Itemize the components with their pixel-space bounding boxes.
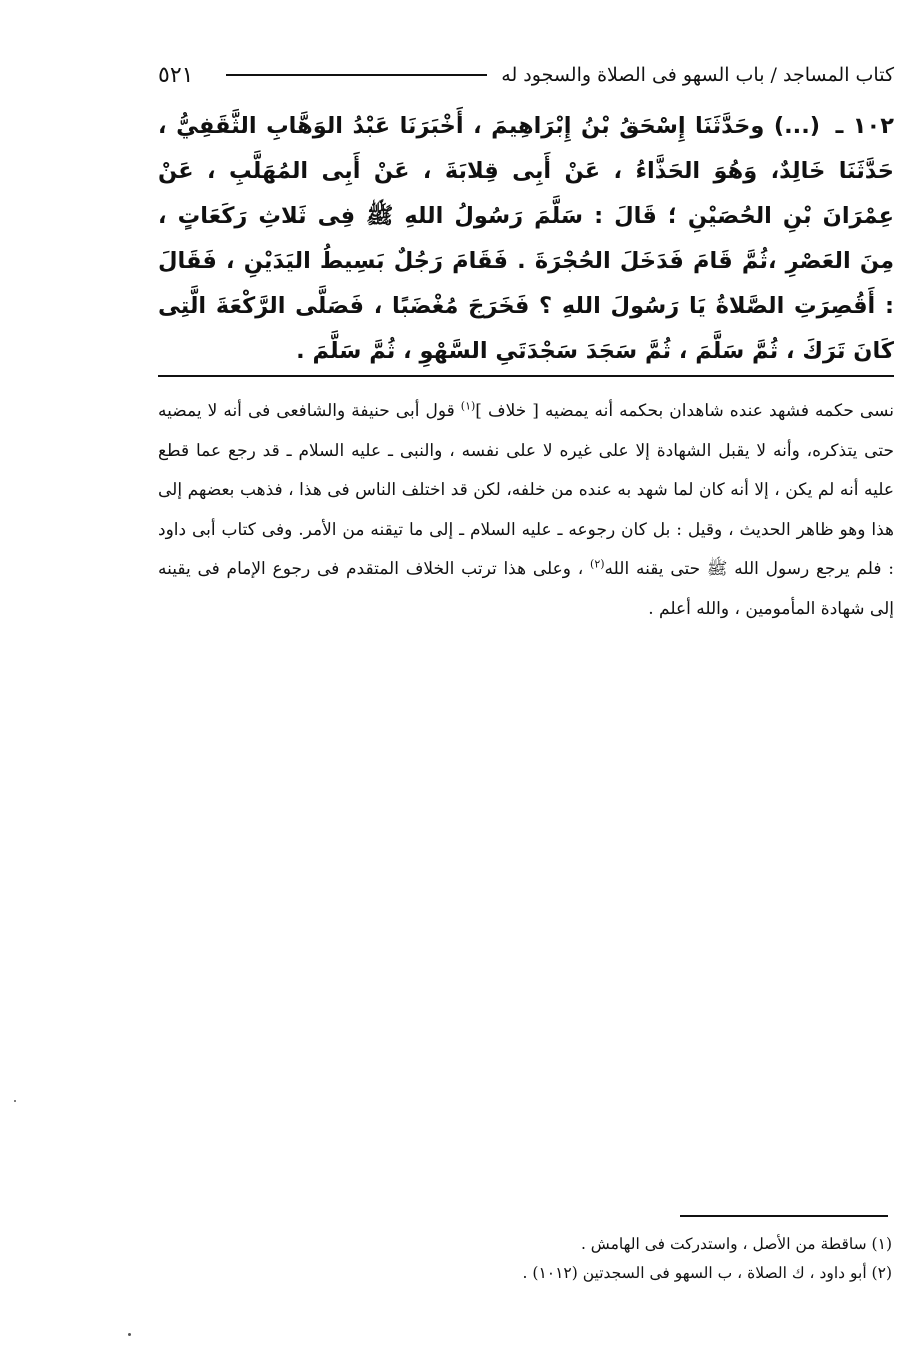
footnote-ref-2: (٢) [590, 557, 605, 571]
commentary-text-part-3: ، وعلى هذا ترتب الخلاف المتقدم فى رجوع الإمام فى يقينه إلى شهادة المأمومين ، والله أعلم . [158, 559, 894, 619]
footnotes [158, 1230, 892, 1288]
footnote-ref-1: (١) [460, 399, 476, 413]
running-header [158, 58, 894, 92]
chapter-title: كتاب المساجد / باب السهو فى الصلاة والسجود له [501, 64, 894, 86]
commentary-text-part-2: قول أبى حنيفة والشافعى فى أنه لا يمضيه حتى يتذكره، وأنه لا يقبل الشهادة إلا على غيره لا على نفسه ، والنبى ـ عليه السلام ـ قد رجع عما قطع عليه أنه لم يكن ، إلا أنه كان لما شهد به عنده من خلفه، لكن قد اختلف الناس فى هذا ، فذهب بعضهم إلى هذا وهو ظاهر الحديث ، وقيل : بل كان رجوعه ـ عليه السلام ـ إلى ما تيقنه من الأمر. وفى كتاب أبى داود : فلم يرجع رسول الله ﷺ حتى يقنه الله [158, 401, 894, 579]
commentary-text-part-1: نسى حكمه فشهد عنده شاهدان بحكمه أنه يمضيه [ خلاف ] [475, 401, 894, 421]
hadith-paragraph [158, 104, 894, 374]
scan-speck [14, 1100, 16, 1102]
footnote-1: (١) ساقطة من الأصل ، واستدركت فى الهامش . [580, 1235, 892, 1253]
page-number: ٥٢١ [158, 62, 194, 88]
commentary-paragraph [158, 392, 894, 629]
scan-speck [128, 1333, 131, 1336]
hadith-number: ١٠٢ ـ [835, 113, 894, 139]
footnote-separator [680, 1215, 888, 1217]
footnote-2: (٢) أبو داود ، ك الصلاة ، ب السهو فى السجدتين (١٠١٢) . [522, 1264, 892, 1282]
header-rule [226, 74, 487, 76]
hadith-text: (...) وحَدَّثَنَا إِسْحَقُ بْنُ إِبْرَاهِيمَ ، أَخْبَرَنَا عَبْدُ الوَهَّابِ الثَّقَفِيُّ ، حَدَّثَنَا خَالِدٌ، وَهُوَ الحَذَّاءُ ، عَنْ أَبِى قِلابَةَ ، عَنْ أَبِى المُهَلَّبِ ، عَنْ عِمْرَانَ بْنِ الحُصَيْنِ ؛ قَالَ : سَلَّمَ رَسُولُ اللهِ ﷺ فِى ثَلاثِ رَكَعَاتٍ ، مِنَ العَصْرِ ،ثُمَّ قَامَ فَدَخَلَ الحُجْرَةَ . فَقَامَ رَجُلٌ بَسِيطُ اليَدَيْنِ ، فَقَالَ : أَقُصِرَتِ الصَّلاةُ يَا رَسُولَ اللهِ ؟ فَخَرَجَ مُغْضَبًا ، فَصَلَّى الرَّكْعَةَ الَّتِى كَانَ تَرَكَ ، ثُمَّ سَلَّمَ ، ثُمَّ سَجَدَ سَجْدَتَىِ السَّهْوِ ، ثُمَّ سَلَّمَ . [158, 113, 894, 364]
commentary-separator [158, 375, 894, 377]
